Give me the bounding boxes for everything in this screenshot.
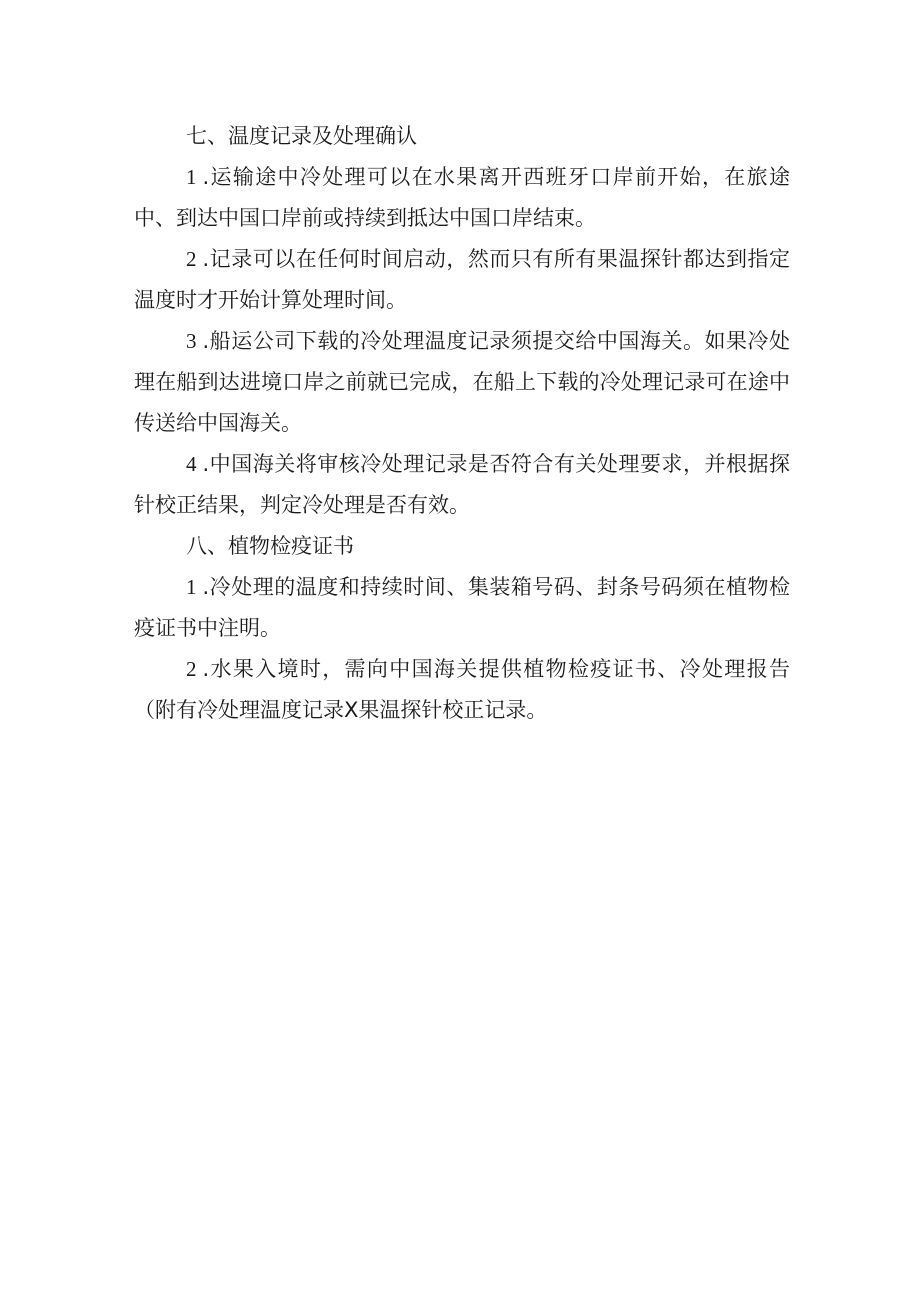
section7-item-1	[134, 157, 790, 239]
document-body	[134, 116, 790, 731]
item-text: .运输途中冷处理可以在水果离开西班牙口岸前开始，在旅途中、到达中国口岸前或持续到抵达中国口岸结束。	[134, 165, 790, 230]
item-text: .记录可以在任何时间启动，然而只有所有果温探针都达到指定温度时才开始计算处理时间。	[134, 247, 790, 312]
item-number: 4	[186, 452, 197, 476]
section8-item-1	[134, 567, 790, 649]
item-text: .冷处理的温度和持续时间、集装箱号码、封条号码须在植物检疫证书中注明。	[134, 575, 790, 640]
section7-item-4	[134, 444, 790, 526]
item-number: 3	[186, 329, 197, 353]
section-heading-7: 七、温度记录及处理确认	[186, 124, 417, 148]
item-text: .船运公司下载的冷处理温度记录须提交给中国海关。如果冷处理在船到达进境口岸之前就已完成，在船上下载的冷处理记录可在途中传送给中国海关。	[134, 329, 790, 435]
section8-item-2	[134, 649, 790, 731]
section7-item-2	[134, 239, 790, 321]
item-number: 2	[186, 247, 197, 271]
item-number: 1	[186, 575, 197, 599]
item-number: 1	[186, 165, 197, 189]
section-heading-8: 八、植物检疫证书	[186, 534, 354, 558]
item-text: .水果入境时，需向中国海关提供植物检疫证书、冷处理报告（附有冷处理温度记录X果温探针校正记录。	[134, 657, 790, 722]
item-number: 2	[186, 657, 197, 681]
item-text: .中国海关将审核冷处理记录是否符合有关处理要求，并根据探针校正结果，判定冷处理是否有效。	[134, 452, 790, 517]
section7-item-3	[134, 321, 790, 444]
